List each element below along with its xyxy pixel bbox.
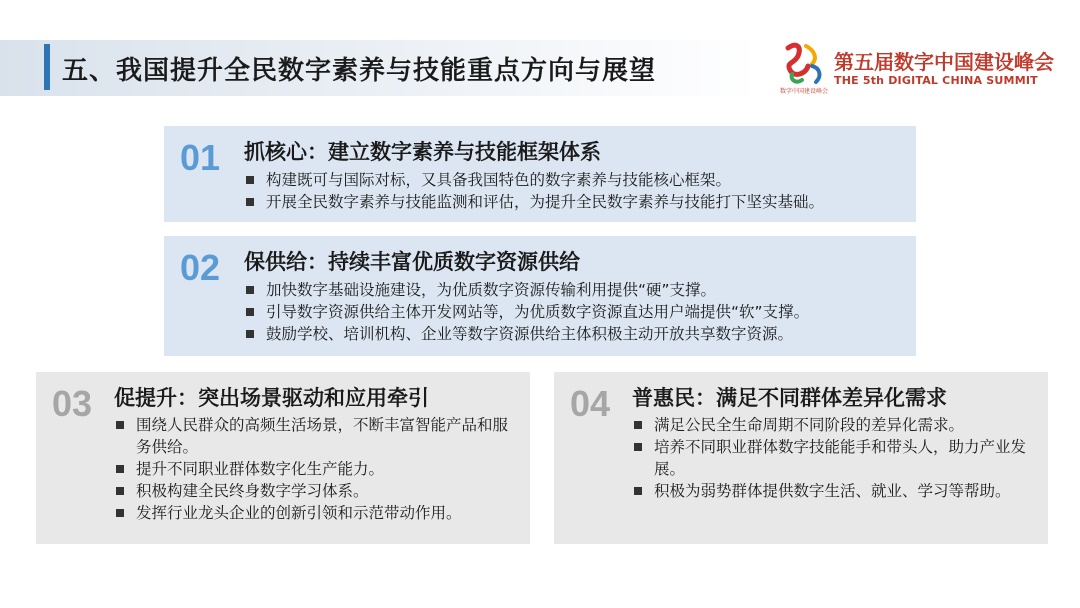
list-item-text: 构建既可与国际对标，又具备我国特色的数字素养与技能核心框架。 (266, 171, 732, 189)
bullet-square-icon (246, 176, 254, 184)
bullet-square-icon (246, 308, 254, 316)
list-item (244, 169, 904, 191)
section-heading: 普惠民：满足不同群体差异化需求 (632, 386, 947, 410)
list-item (114, 458, 514, 480)
list-item (244, 191, 904, 213)
list-item-text: 引导数字资源供给主体开发网站等，为优质数字资源直达用户端提供“软”支撑。 (266, 303, 810, 321)
logo-name-en: THE 5th DIGITAL CHINA SUMMIT (834, 74, 1038, 87)
list-item-text: 开展全民数字素养与技能监测和评估，为提升全民数字素养与技能打下坚实基础。 (266, 193, 825, 211)
digital-china-summit-logo-icon (778, 40, 830, 96)
section-number: 03 (52, 383, 93, 424)
list-item-text: 积极构建全民终身数字学习体系。 (136, 482, 369, 500)
section-heading: 保供给：持续丰富优质数字资源供给 (244, 250, 580, 274)
section-item-list (114, 414, 514, 524)
section-heading: 促提升：突出场景驱动和应用牵引 (114, 386, 429, 410)
section-item-list (244, 279, 904, 345)
section-card-01 (164, 126, 916, 222)
page-title: 五、我国提升全民数字素养与技能重点方向与展望 (62, 56, 657, 86)
list-item (244, 301, 904, 323)
bullet-square-icon (246, 198, 254, 206)
list-item-text: 鼓励学校、培训机构、企业等数字资源供给主体积极主动开放共享数字资源。 (266, 325, 794, 343)
list-item-text: 加快数字基础设施建设，为优质数字资源传输利用提供“硬”支撑。 (266, 281, 717, 299)
section-card-02 (164, 236, 916, 356)
section-number: 04 (570, 383, 611, 424)
list-item (114, 480, 514, 502)
title-accent-bar (44, 44, 50, 90)
list-item (632, 414, 1032, 436)
list-item (632, 436, 1032, 480)
bullet-square-icon (634, 421, 642, 429)
logo-name-cn: 第五届数字中国建设峰会 (834, 50, 1054, 74)
list-item-text: 培养不同职业群体数字技能能手和带头人，助力产业发展。 (654, 438, 1027, 478)
section-heading: 抓核心：建立数字素养与技能框架体系 (244, 140, 601, 164)
bullet-square-icon (116, 465, 124, 473)
list-item (244, 279, 904, 301)
logo-small-caption: 数字中国建设峰会 (780, 88, 829, 95)
summit-logo (778, 40, 1068, 96)
section-number: 01 (180, 137, 221, 178)
bullet-square-icon (246, 330, 254, 338)
bullet-square-icon (246, 286, 254, 294)
section-card-04 (554, 372, 1048, 544)
list-item-text: 发挥行业龙头企业的创新引领和示范带动作用。 (136, 504, 462, 522)
section-item-list (632, 414, 1032, 502)
list-item (114, 414, 514, 458)
list-item-text: 围绕人民群众的高频生活场景，不断丰富智能产品和服务供给。 (136, 416, 509, 456)
bullet-square-icon (116, 509, 124, 517)
list-item-text: 提升不同职业群体数字化生产能力。 (136, 460, 385, 478)
list-item (244, 323, 904, 345)
list-item-text: 积极为弱势群体提供数字生活、就业、学习等帮助。 (654, 482, 1011, 500)
list-item-text: 满足公民全生命周期不同阶段的差异化需求。 (654, 416, 965, 434)
section-item-list (244, 169, 904, 213)
section-card-03 (36, 372, 530, 544)
list-item (114, 502, 514, 524)
bullet-square-icon (116, 421, 124, 429)
bullet-square-icon (634, 487, 642, 495)
bullet-square-icon (634, 443, 642, 451)
bullet-square-icon (116, 487, 124, 495)
list-item (632, 480, 1032, 502)
section-number: 02 (180, 247, 221, 288)
